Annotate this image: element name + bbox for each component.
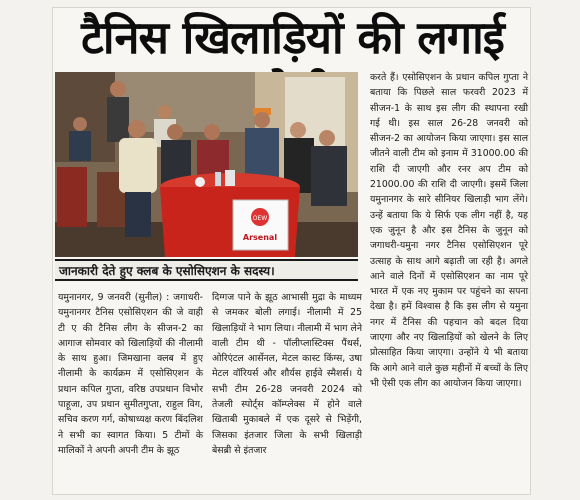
news-photo <box>55 72 358 257</box>
newspaper-clipping <box>52 7 531 495</box>
headline: टैनिस खिलाड़ियों की लगाई <box>81 11 504 64</box>
article-text-right: करते हैं। एसोसिएशन के प्रधान कपिल गुप्ता ने बताया कि पिछले साल फरवरी 2023 में सीजन-1 के साथ इस लीग की स्थापना रखी गई थी। इस साल 26-28 जनवरी को सीजन-2 का आयोजन किया जाएगा। इस साल जीतने वाली टीम को इनाम में 31000.00 की राशि दी जाएगी और रनर अप टीम को 21000.00 की राशि दी जाएगी। इसमें जिला यमुनानगर के सारे सीनियर खिलाड़ी भाग लेंगे। उन्हें बताया कि ये सिर्फ एक लीग नहीं है, यह एक जुनून है और इस टैनिस के जुनून को जगाधरी-यमुना नगर टैनिस एसोसिएशन पूरे उत्साह के साथ आगे बढ़ाती जा रही है। अगले आने वाले दिनों में एसोसिएशन का नाम पूरे भारत में एक नए मुकाम पर पहुंचने का सपना देखा है। हमें विश्वास है कि इस लीग से यमुना नगर में टैनिस की पहचान को बदल दिया जाएगा और नए खिलाड़ियों को खेलने के लिए प्रोत्साहित किया जाएगा। उन्होंने ये भी बताया कि आगे आने वाले कुछ महीनों में बच्चों के लिए भी ऐसी एक लीग का आयोजन किया जाएगा। <box>370 72 528 389</box>
article-text-middle: दिग्गज पाने के झूठ आभासी मुद्रा के माध्यम से जमकर बोली लगाई। नीलामी में 25 खिलाड़ियों ने भाग लिया। नीलामी में भाग लेने वाली टीम थी - पॉलीप्लास्टिक्स पैंथर्स, ओरिएंटल आर्सेनल, मेटल कास्ट किंग्स, उषा मेटल वॉरियर्स और शौर्यस हाईवे स्मैशर्स। ये सभी टीम 26-28 जनवरी 2024 को तेजली स्पोर्ट्स कॉम्प्लेक्स में होने वाले खिताबी मुकाबले में एक दूसरे से भिड़ेंगी, जिसका इंतजार जिला के सभी खिलाड़ी बेसब्री से इंतजार <box>212 292 362 456</box>
article-column-middle <box>212 290 362 458</box>
article-column-left <box>58 290 203 458</box>
group-photo-illustration <box>55 72 358 257</box>
banner-logo: OEW <box>252 215 268 222</box>
article-text-left: यमुनानगर, 9 जनवरी (सुनील) : जगाधरी-यमुनानगर टैनिस एसोसिएशन की जे वाही टी ए की टैनिस लीग के सीजन-2 का आगाज सोमवार को खिलाड़ियों की नीलामी के साथ हुआ। जिमखाना क्लब में हुए नीलामी के कार्यक्रम में एसोसिएशन के प्रधान कपिल गुप्ता, वरिष्ठ उपप्रधान विभोर पाहूजा, उप प्रधान सुमीतगुप्ता, राहुल विग, सचिव करण गर्ग, कोषाध्यक्ष करण बिंदलिश ने सभी का स्वागत किया। 5 टीमों के मालिकों ने अपनी अपनी टीम के झूठ <box>58 292 203 456</box>
article-column-right <box>370 70 528 391</box>
banner-text: Arsenal <box>242 233 278 242</box>
photo-caption: जानकारी देते हुए क्लब के एसोसिएशन के सदस्य। <box>55 259 358 281</box>
